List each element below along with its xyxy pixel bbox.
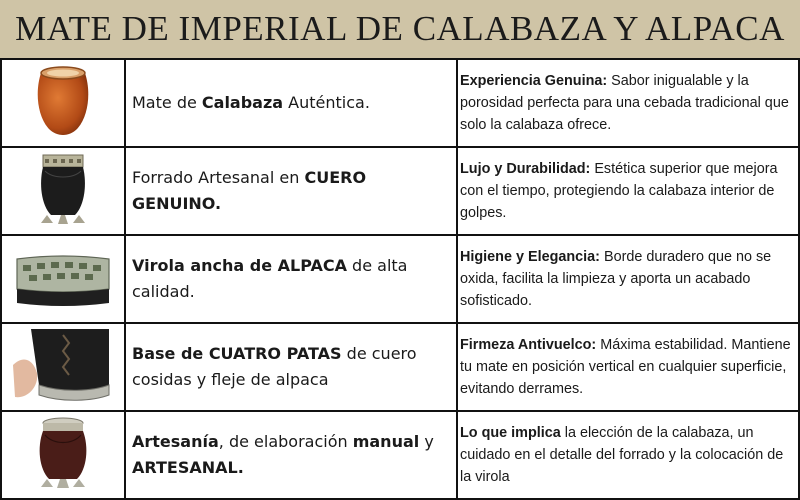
bold-text-segment: CUERO GENUINO. <box>132 168 367 213</box>
table-row <box>1 147 799 235</box>
text-segment: Mate de <box>132 93 202 112</box>
text-segment: la elección de la calabaza, un cuidado en el detalle del forrado y la colocación de la virola <box>460 425 784 485</box>
table-row <box>1 411 799 499</box>
feature-description <box>457 323 799 411</box>
feature-description <box>457 235 799 323</box>
artisan-mate-icon <box>13 413 113 493</box>
title-banner <box>0 0 800 58</box>
alpaca-rim-icon <box>13 237 113 317</box>
bold-text-segment: Lujo y Durabilidad: <box>460 161 591 177</box>
bold-text-segment: manual <box>352 432 420 451</box>
bold-text-segment: Virola ancha de ALPACA <box>132 256 347 275</box>
bold-text-segment: Base de CUATRO PATAS <box>132 344 342 363</box>
text-segment: de cuero cosidas y fleje de alpaca <box>132 344 417 389</box>
feature-name <box>125 235 457 323</box>
text-segment: , de elaboración <box>218 432 353 451</box>
feature-description <box>457 59 799 147</box>
bold-text-segment: Artesanía <box>132 432 219 451</box>
four-legs-base-icon <box>13 325 113 405</box>
image-cell <box>1 411 125 499</box>
text-segment: y <box>419 432 434 451</box>
bold-text-segment: ARTESANAL. <box>132 458 244 477</box>
image-cell <box>1 235 125 323</box>
page-title: MATE DE IMPERIAL DE CALABAZA Y ALPACA <box>15 9 785 48</box>
image-cell <box>1 323 125 411</box>
table-row <box>1 235 799 323</box>
text-segment: Sabor inigualable y la porosidad perfecta para una cebada tradicional que solo la calabaza ofrece. <box>460 73 789 133</box>
table-row <box>1 59 799 147</box>
text-segment: Forrado Artesanal en <box>132 168 305 187</box>
leather-mate-icon <box>13 149 113 229</box>
text-segment: Estética superior que mejora con el tiempo, protegiendo la calabaza interior de golpes. <box>460 161 778 221</box>
bold-text-segment: Experiencia Genuina: <box>460 73 608 89</box>
feature-name <box>125 323 457 411</box>
text-segment: Borde duradero que no se oxida, facilita la limpieza y aporta un acabado sofisticado. <box>460 249 772 309</box>
gourd-mate-icon <box>13 61 113 141</box>
feature-name <box>125 411 457 499</box>
feature-description <box>457 411 799 499</box>
feature-description <box>457 147 799 235</box>
text-segment: de alta calidad. <box>132 256 408 301</box>
image-cell <box>1 147 125 235</box>
bold-text-segment: Higiene y Elegancia: <box>460 249 600 265</box>
text-segment: Auténtica. <box>283 93 370 112</box>
table-row <box>1 323 799 411</box>
text-segment: Máxima estabilidad. Mantiene tu mate en posición vertical en cualquier superficie, evitando derrames. <box>460 337 791 397</box>
feature-name <box>125 59 457 147</box>
image-cell <box>1 59 125 147</box>
bold-text-segment: Lo que implica <box>460 425 561 441</box>
feature-name <box>125 147 457 235</box>
bold-text-segment: Calabaza <box>201 93 284 112</box>
feature-table <box>0 58 800 500</box>
bold-text-segment: Firmeza Antivuelco: <box>460 337 597 353</box>
